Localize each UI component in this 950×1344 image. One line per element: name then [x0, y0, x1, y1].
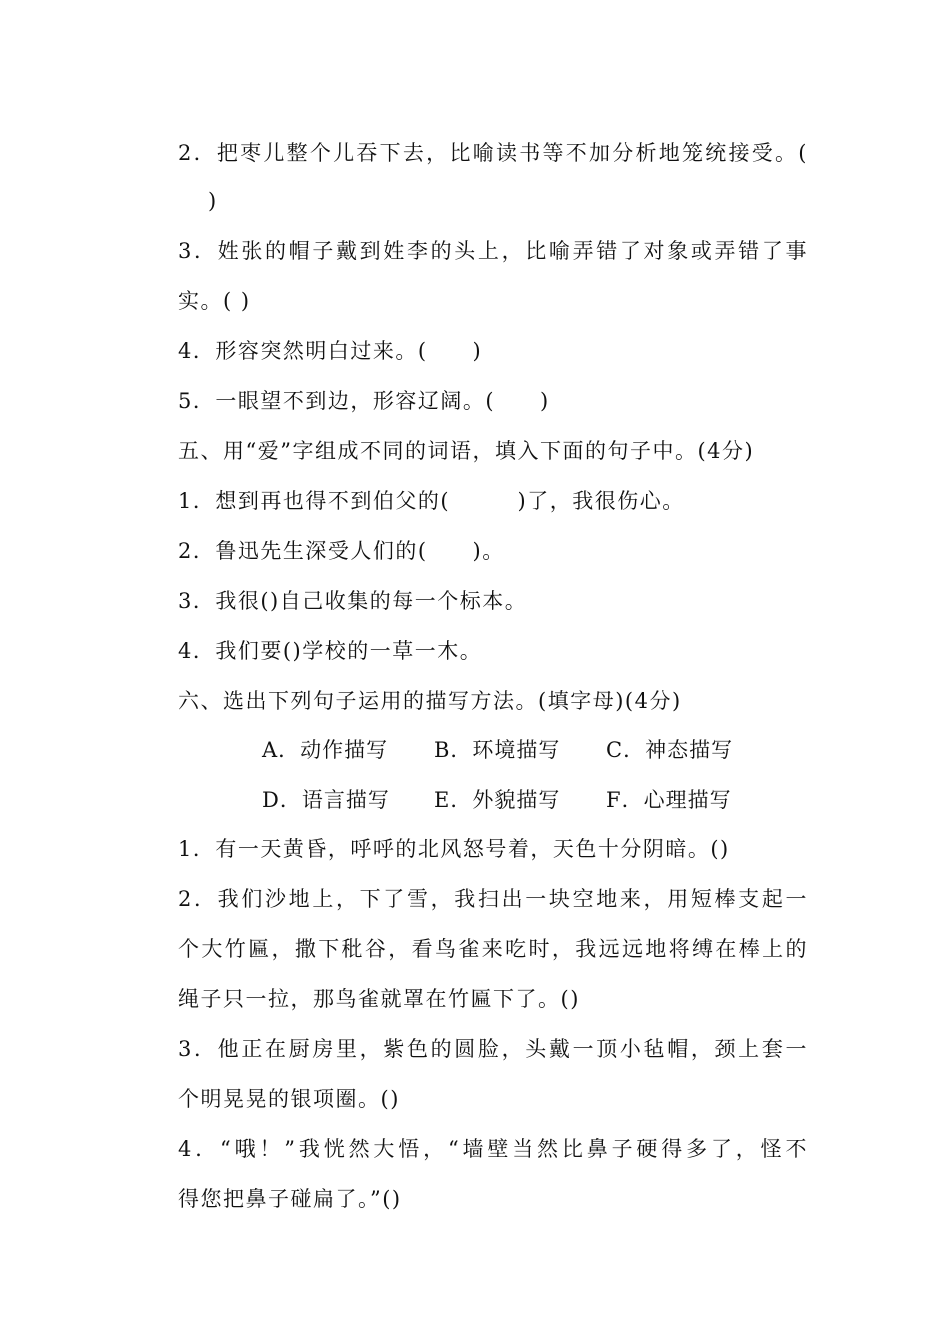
section-heading: 六、选出下列句子运用的描写方法。(填字母)(4分)	[178, 689, 682, 713]
question-line: 5．一眼望不到边，形容辽阔。( )	[178, 389, 550, 413]
question-line: 1．想到再也得不到伯父的( )了，我很伤心。	[178, 489, 685, 513]
section-heading: 五、用“爱”字组成不同的词语，填入下面的句子中。(4分)	[178, 439, 755, 463]
question-line: 个大竹匾，撒下秕谷，看鸟雀来吃时，我远远地将缚在棒上的	[178, 937, 808, 961]
question-line: 实。( )	[178, 289, 251, 313]
question-line: 个明晃晃的银项圈。()	[178, 1087, 400, 1111]
question-line: 3．他正在厨房里，紫色的圆脸，头戴一顶小毡帽，颈上套一	[178, 1037, 808, 1061]
option-d: D．语言描写	[262, 788, 390, 812]
option-a: A．动作描写	[262, 738, 389, 762]
option-e: E．外貌描写	[434, 788, 561, 812]
question-line: 绳子只一拉，那鸟雀就罩在竹匾下了。()	[178, 987, 580, 1011]
option-c: C．神态描写	[606, 738, 734, 762]
question-line: 3．姓张的帽子戴到姓李的头上，比喻弄错了对象或弄错了事	[178, 239, 808, 263]
option-f: F．心理描写	[606, 788, 732, 812]
question-line: 3．我很()自己收集的每一个标本。	[178, 589, 528, 613]
question-line: 4．形容突然明白过来。( )	[178, 339, 483, 363]
question-line: 2．把枣儿整个儿吞下去，比喻读书等不加分析地笼统接受。(	[178, 141, 808, 165]
question-line: 4．我们要()学校的一草一木。	[178, 639, 483, 663]
answer-bracket-line: )	[208, 189, 218, 213]
question-line: 1．有一天黄昏，呼呼的北风怒号着，天色十分阴暗。()	[178, 837, 730, 861]
option-b: B．环境描写	[434, 738, 561, 762]
question-line: 2．我们沙地上，下了雪，我扫出一块空地来，用短棒支起一	[178, 887, 808, 911]
question-line: 得您把鼻子碰扁了。”()	[178, 1187, 402, 1211]
question-line: 2．鲁迅先生深受人们的( )。	[178, 539, 505, 563]
question-line: 4．“哦！”我恍然大悟，“墙壁当然比鼻子硬得多了，怪不	[178, 1137, 808, 1161]
